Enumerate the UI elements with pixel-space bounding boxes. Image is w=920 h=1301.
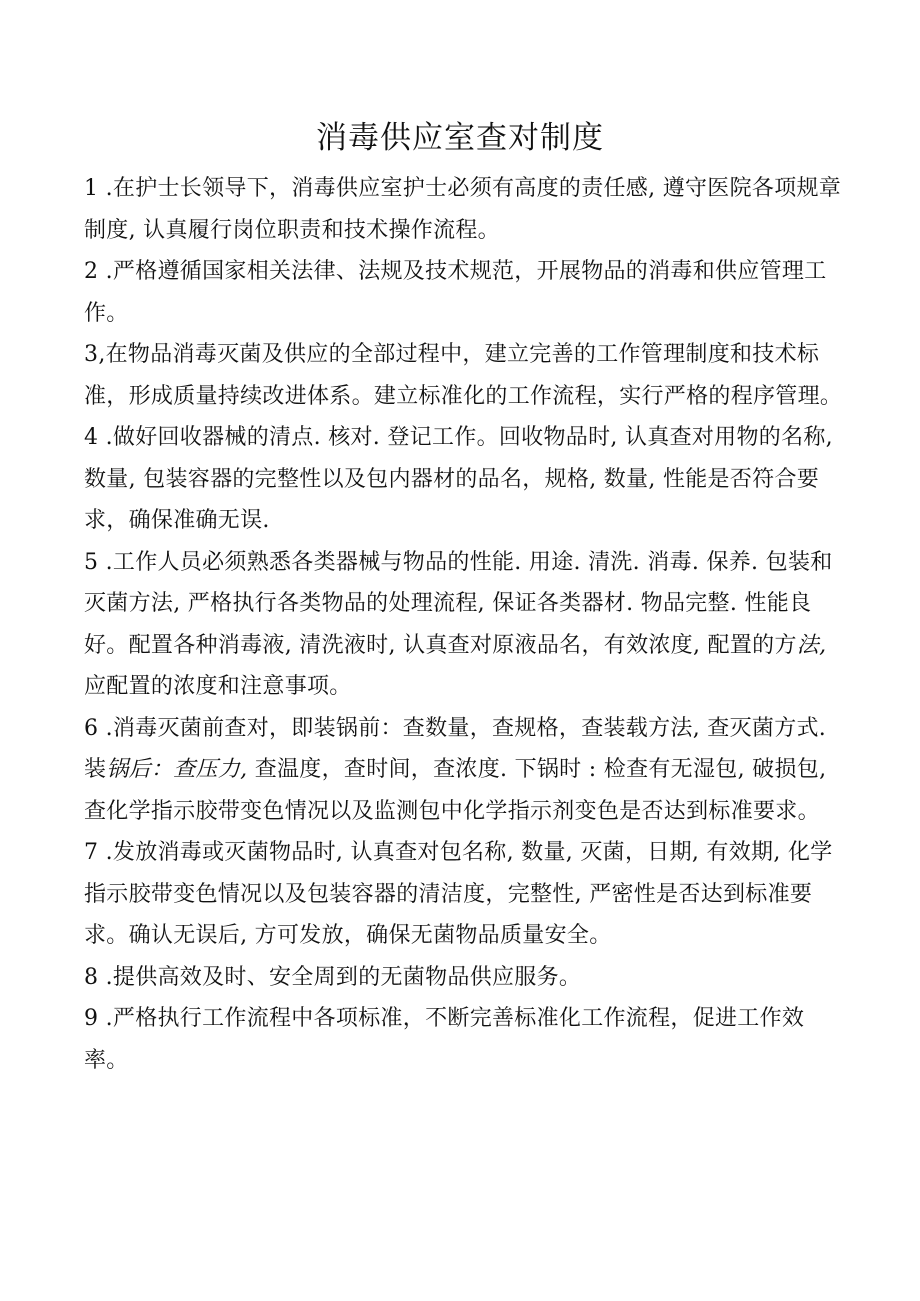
list-item xyxy=(84,832,844,957)
list-item xyxy=(84,998,844,1081)
item-separator: . xyxy=(98,715,113,741)
page-title: 消毒供应室查对制度 xyxy=(316,120,604,156)
item-separator: . xyxy=(98,176,113,201)
list-item xyxy=(84,168,844,251)
item-text: 查温度，查时间，查浓度. 下锅时 : 检查有无湿包, 破损包, 查化学指示胶带变色情况以及监测包中化学指示剂变色是否达到标准要求。 xyxy=(84,757,827,824)
list-item xyxy=(84,417,844,542)
list-item xyxy=(84,334,844,417)
item-number: 8 xyxy=(84,964,99,990)
item-text: 严格执行工作流程中各项标准，不断完善标准化工作流程，促进工作效率。 xyxy=(84,1006,805,1073)
item-number: 7 xyxy=(84,840,99,865)
item-separator: . xyxy=(98,425,113,450)
list-item xyxy=(84,708,844,833)
item-number: 6 xyxy=(84,715,99,741)
rules-list xyxy=(84,168,844,1081)
item-separator: . xyxy=(98,259,113,284)
item-number: 1 xyxy=(84,176,99,201)
item-text: 在护士长领导下，消毒供应室护士必须有高度的责任感, 遵守医院各项规章制度, 认真履行岗位职责和技术操作流程。 xyxy=(84,176,842,243)
item-number: 5 xyxy=(84,549,99,575)
list-item xyxy=(84,251,844,334)
item-text: 发放消毒或灭菌物品时, 认真查对包名称, 数量, 灭菌，日期, 有效期, 化学指示胶带变色情况以及包装容器的清洁度，完整性, 严密性是否达到标准要求。确认无误后, 方可发放，确保无菌物品质量安全。 xyxy=(84,840,833,948)
item-text: 应配置的浓度和注意事项。 xyxy=(84,674,352,699)
item-text-italic: 锅后：查压力, xyxy=(106,757,248,782)
item-text-italic: 法, xyxy=(796,632,827,658)
item-separator: . xyxy=(98,964,113,990)
list-item xyxy=(84,957,844,999)
item-number: 9 xyxy=(84,1006,99,1031)
item-separator: , xyxy=(98,342,106,367)
item-number: 3 xyxy=(84,342,99,367)
item-separator: . xyxy=(98,1006,113,1031)
item-text: 严格遵循国家相关法律、法规及技术规范，开展物品的消毒和供应管理工作。 xyxy=(84,259,827,326)
list-item xyxy=(84,542,844,708)
item-number: 2 xyxy=(84,259,99,284)
item-text: 工作人员必须熟悉各类器械与物品的性能. 用途. 清洗. 消毒. 保养. 包装和灭菌方法, 严格执行各类物品的处理流程, 保证各类器材. 物品完整. 性能良好。配置各种消毒液, 清洗液时, 认真查对原液品名，有效浓度, 配置的方 xyxy=(84,549,833,658)
item-text: 提供高效及时、安全周到的无菌物品供应服务。 xyxy=(112,964,582,990)
item-number: 4 xyxy=(84,425,99,450)
item-text: 做好回收器械的清点. 核对. 登记工作。回收物品时, 认真查对用物的名称, 数量, 包装容器的完整性以及包内器材的品名，规格, 数量, 性能是否符合要求，确保准确无误. xyxy=(84,425,833,533)
item-separator: . xyxy=(98,840,113,865)
item-text: 在物品消毒灭菌及供应的全部过程中，建立完善的工作管理制度和技术标准，形成质量持续改进体系。建立标准化的工作流程，实行严格的程序管理。 xyxy=(84,342,843,409)
item-separator: . xyxy=(98,549,113,575)
item-text: 消毒灭菌前查对，即装锅前：查数量，查规格，查装载方法, 查灭菌方式. 装 xyxy=(84,715,827,782)
